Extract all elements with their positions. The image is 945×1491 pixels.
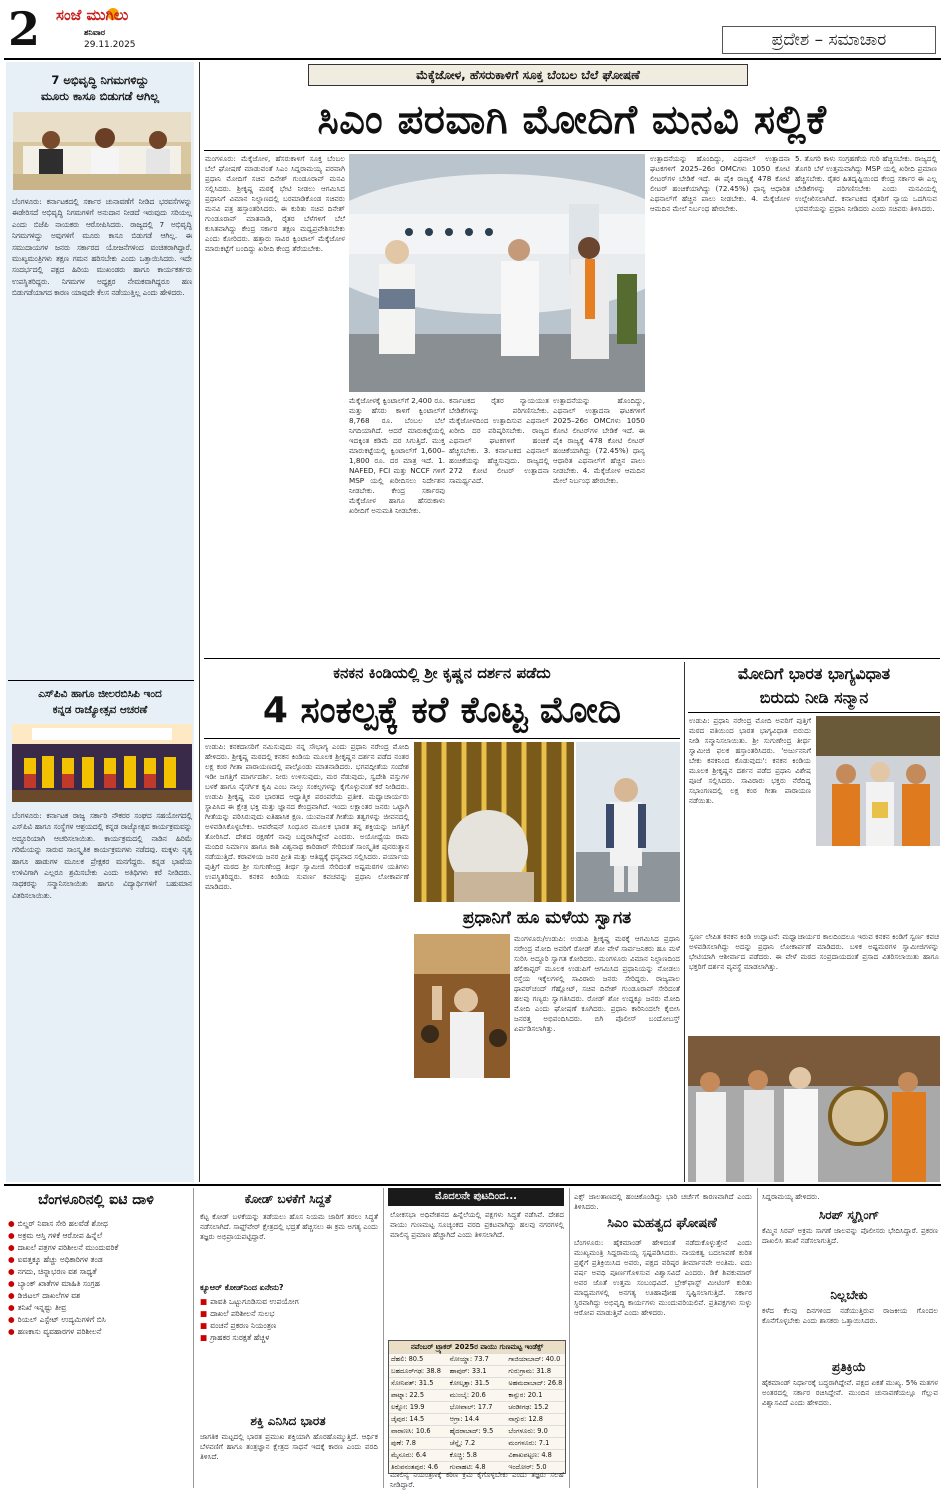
lead-headline: ಸಿಎಂ ಪರವಾಗಿ ಮೋದಿಗೆ ಮನವಿ ಸಲ್ಲಿಕೆ [317, 97, 827, 143]
table-row [389, 1425, 565, 1437]
list-item: ● ದಾಖಲೆ ಪತ್ರಗಳ ಪರಿಶೀಲನೆ ಮುಂದುವರಿಕೆ [8, 1243, 119, 1252]
lead-kicker: ಮೆಕ್ಕೆಜೋಳ, ಹೆಸರುಕಾಳಿಗೆ ಸೂಕ್ತ ಬೆಂಬಲ ಬೆಲೆ ಘೋಷಣೆ [308, 64, 748, 86]
table-cell: ಚೆನ್ನೈ: 7.2 [449, 1439, 476, 1447]
table-cell: ಮಂಗಳೂರು: 7.1 [508, 1439, 550, 1447]
reaction-body: ಹೈಕಮಾಂಡ್ ನಿರ್ಧಾರಕ್ಕೆ ಬದ್ಧರಾಗಿದ್ದೇವೆ. ಪಕ್ಷದ ಏಕತೆ ಮುಖ್ಯ. 5% ಮತಗಳ ಅಂತರದಲ್ಲಿ ಸರ್ಕಾರ ರಚಿಸಿದ್ದೇವೆ. ಮುಂದಿನ ಚುನಾವಣೆಯಲ್ಲೂ ಗೆಲ್ಲುವ ವಿಶ್ವಾಸವಿದೆ ಎಂದು ಹೇಳಿದರು. [762, 1378, 938, 1407]
list-item: ● ನಗದು, ಚಿನ್ನಾಭರಣ ವಶ ಸಾಧ್ಯತೆ [8, 1267, 97, 1276]
table-row [389, 1377, 565, 1389]
nillabeku-headline: ನಿಲ್ಲಬೇಕು [830, 1288, 868, 1302]
cm-headline: ಸಿಎಂ ಮಹತ್ವದ ಘೋಷಣೆ [607, 1216, 717, 1231]
nillabeku-body: ಕಳೆದ ಕೆಲವು ದಿನಗಳಿಂದ ನಡೆಯುತ್ತಿರುವ ರಾಜಕೀಯ ಗೊಂದಲ ಕೊನೆಗೊಳ್ಳಬೇಕು ಎಂದು ಶಾಸಕರು ಒತ್ತಾಯಿಸಿದರು. [762, 1306, 938, 1325]
honour-photo-large [688, 1036, 940, 1182]
table-cell: ಗುವಾಹಟಿ: 4.8 [449, 1463, 486, 1471]
sankalpa-photo-gold [414, 742, 574, 902]
table-cell: ಸೋನಿಪತ್: 31.5 [391, 1379, 434, 1387]
lead-photo [349, 154, 645, 392]
lead-body-col3: ಕರ್ನಾಟಕದ ರೈತರ ನ್ಯಾಯಯುತ ಬೇಡಿಕೆಗಳನ್ನು ಪರಿಗಣಿಸಬೇಕು. ಮೆಕ್ಕೆಜೋಳದಿಂದ ಉತ್ಪಾದಿಸುವ ಎಥನಾಲ್ ಖರೀದಿ ದರ ಪರಿಷ್ಕರಿಸಬೇಕು. ರಾಜ್ಯದ ಎಥನಾಲ್ ಘಟಕಗಳಿಗೆ ಹಂಚಿಕೆ ಹೆಚ್ಚಿಸಬೇಕು. 3. ಕರ್ನಾಟಕದ ಎಥನಾಲ್ ಹಂಚಿಕೆಯನ್ನು ಹೆಚ್ಚಿಸುವುದು. ರಾಜ್ಯದಲ್ಲಿ 272 ಕೋಟಿ ಲೀಟರ್ ಉತ್ಪಾದನಾ ಸಾಮರ್ಥ್ಯವಿದೆ. [449, 396, 549, 485]
table-row [389, 1449, 565, 1461]
masthead [0, 0, 945, 58]
lead-body-col4: ಉತ್ಪಾದನೆಯನ್ನು ಹೊಂದಿದ್ದು, ಎಥನಾಲ್ ಉತ್ಪಾದನಾ ಘಟಕಗಳಿಗೆ 2025–26ರ OMCಗಳು 1050 ಕೋಟಿ ಲೀಟರ್‌ಗಳ ಬೇಡಿಕೆ ಇದೆ. ಈ ಪೈಕಿ ರಾಜ್ಯಕ್ಕೆ 478 ಕೋಟಿ ಲೀಟರ್ ಹಂಚಿಕೆಯಾಗಿದ್ದು (72.45%) ಧಾನ್ಯ ಆಧಾರಿತ ಎಥನಾಲ್‌ಗೆ ಹೆಚ್ಚಿನ ಪಾಲು ನೀಡಬೇಕು. 4. ಮೆಕ್ಕೆಜೋಳ ಆಮದಿನ ಮೇಲೆ ನಿರ್ಬಂಧ ಹೇರಬೇಕು. [553, 396, 645, 485]
table-cell: ಚಂಡೀಗಢ: 15.2 [508, 1403, 549, 1411]
code-list-title: ಕ್ಯೂಆರ್ ಕೋಡ್‌ನಿಂದ ಏನೇನು? [200, 1283, 284, 1292]
table-cell: ಗಾಜಿಯಾಬಾದ್: 40.0 [508, 1355, 561, 1363]
list-item: ● ಹಣಕಾಸು ವ್ಯವಹಾರಗಳ ಪರಿಶೀಲನೆ [8, 1327, 102, 1336]
table-cell: ಕೋಲ್ಕತ್ತಾ: 31.5 [449, 1379, 490, 1387]
list-item: ● ಬಿಲ್ಡರ್ ನಿವಾಸ ಸೇರಿ ಹಲವೆಡೆ ಶೋಧ [8, 1219, 108, 1228]
table-row [389, 1401, 565, 1413]
table-cell: ಜೈಪುರ: 14.5 [391, 1415, 425, 1423]
left-story1-body: ಬೆಂಗಳೂರು: ಕರ್ನಾಟಕದಲ್ಲಿ ಸರ್ಕಾರ ಚುನಾವಣೆಗೆ ನೀಡಿದ ಭರವಸೆಗಳನ್ನು ಈಡೇರಿಸದೆ ಅಭಿವೃದ್ಧಿ ನಿಗಮಗಳಿಗೆ ಅನುದಾನ ನೀಡದೆ ಇರುವುದು ಸರಿಯಲ್ಲ ಎಂದು ಬಿಜೆಪಿ ನಾಯಕರು ಆರೋಪಿಸಿದರು. ರಾಜ್ಯದಲ್ಲಿ 7 ಅಭಿವೃದ್ಧಿ ನಿಗಮಗಳಿದ್ದು ಅವುಗಳಿಗೆ ಮೂರು ಕಾಸೂ ಬಿಡುಗಡೆ ಆಗಿಲ್ಲ. ಈ ಸಮುದಾಯಗಳ ಜನರು ಸರ್ಕಾರದ ಯೋಜನೆಗಳಿಂದ ವಂಚಿತರಾಗಿದ್ದಾರೆ. ಮುಖ್ಯಮಂತ್ರಿಗಳು ತಕ್ಷಣ ಗಮನ ಹರಿಸಬೇಕು ಎಂದು ಒತ್ತಾಯಿಸಿದರು. ಇದೇ ಸಂದರ್ಭದಲ್ಲಿ ಪಕ್ಷದ ಹಿರಿಯ ಮುಖಂಡರು ಹಾಗೂ ಕಾರ್ಯಕರ್ತರು ಉಪಸ್ಥಿತರಿದ್ದರು. ನಿಗಮಗಳ ಅಧ್ಯಕ್ಷರ ನೇಮಕವಾಗಿದ್ದರೂ ಹಣ ಬಿಡುಗಡೆಯಾಗದ ಕಾರಣ ಯಾವುದೇ ಕೆಲಸ ನಡೆಯುತ್ತಿಲ್ಲ ಎಂದು ಹೇಳಿದರು. [12, 197, 192, 298]
cm-body: ಬೆಂಗಳೂರು: ಹೈಕಮಾಂಡ್ ಹೇಳಿದಂತೆ ನಡೆದುಕೊಳ್ಳುತ್ತೇನೆ ಎಂದು ಮುಖ್ಯಮಂತ್ರಿ ಸಿದ್ದರಾಮಯ್ಯ ಸ್ಪಷ್ಟಪಡಿಸಿದರು. ನಾಯಕತ್ವ ಬದಲಾವಣೆ ಕುರಿತ ಪ್ರಶ್ನೆಗೆ ಪ್ರತಿಕ್ರಿಯಿಸಿದ ಅವರು, ಪಕ್ಷದ ವರಿಷ್ಠರ ತೀರ್ಮಾನವೇ ಅಂತಿಮ. ಐದು ವರ್ಷ ಅವಧಿ ಪೂರ್ಣಗೊಳಿಸುವ ವಿಶ್ವಾಸವಿದೆ ಎಂದರು. ಡಿಕೆ ಶಿವಕುಮಾರ್ ಅವರ ಜೊತೆ ಉತ್ತಮ ಸಂಬಂಧವಿದೆ. ಬ್ರೇಕ್‌ಫಾಸ್ಟ್ ಮೀಟಿಂಗ್ ಕುರಿತು ಮಾಧ್ಯಮಗಳಲ್ಲಿ ಅನಗತ್ಯ ಊಹಾಪೋಹ ಸೃಷ್ಟಿಸಲಾಗುತ್ತಿದೆ. ಸರ್ಕಾರ ಸ್ಥಿರವಾಗಿದ್ದು ಅಭಿವೃದ್ಧಿ ಕಾರ್ಯಗಳು ಮುಂದುವರಿಯಲಿವೆ. ಪ್ರತಿಪಕ್ಷಗಳು ಸುಳ್ಳು ಆರೋಪ ಮಾಡುತ್ತಿವೆ ಎಂದು ಹೇಳಿದರು. [574, 1238, 752, 1317]
left-story2-headline: ಎಸ್‌ಪಿವಿ ಹಾಗೂ ಜೀಲರಬಿಸಿಪಿ ಇಂದ ಕನ್ನಡ ರಾಜ್ಯೋತ್ಸವ ಆಚರಣೆ [38, 688, 162, 716]
continued-banner: ಮೊದಲನೇ ಪುಟದಿಂದ... [388, 1188, 564, 1206]
table-cell: ಪಾಟ್ನಾ: 22.5 [391, 1391, 425, 1399]
section-label: ಪ್ರದೇಶ – ಸಮಾಚಾರ [722, 26, 936, 54]
table-cell: ವಿಶಾಖಪಟ್ಟಣ: 4.8 [508, 1451, 552, 1459]
honour-body-b: ಸ್ವರ್ಣ ಲೇಪಿತ ಕನಕನ ಕಿಂಡಿ ಉದ್ಘಾಟನೆ: ಮಧ್ವಾಚಾರ್ಯರ ಕಾಲದಿಂದಲೂ ಇರುವ ಕನಕನ ಕಿಂಡಿಗೆ ಸ್ವರ್ಣ ಕವಚ ಅಳವಡಿಸಲಾಗಿದ್ದು ಅದನ್ನು ಪ್ರಧಾನಿ ಲೋಕಾರ್ಪಣೆ ಮಾಡಿದರು. ಬಳಿಕ ಅಷ್ಟಮಠಗಳ ಸ್ವಾಮೀಜಿಗಳನ್ನು ಭೇಟಿಯಾಗಿ ಆಶೀರ್ವಾದ ಪಡೆದರು. ಈ ವೇಳೆ ಮಠದ ಸಂಪ್ರದಾಯದಂತೆ ಪ್ರಸಾದ ವಿತರಿಸಲಾಯಿತು ಹಾಗೂ ಭಕ್ತರಿಗೆ ದರ್ಶನ ವ್ಯವಸ್ಥೆ ಮಾಡಲಾಗಿತ್ತು. [689, 932, 939, 971]
aqi-table-title: ನವೆಂಬರ್ ಟ್ರ್ಯಾಕರ್ 2025ರ ವಾಯು ಗುಣಮಟ್ಟ ಇಂಡೆಕ್ಸ್ [389, 1341, 565, 1353]
code-list [200, 1296, 378, 1344]
sankalpa-headline: 4 ಸಂಕಲ್ಪಕ್ಕೆ ಕರೆ ಕೊಟ್ಟ ಮೋದಿ [262, 690, 622, 731]
table-row [389, 1437, 565, 1449]
honour-headline: ಮೋದಿಗೆ ಭಾರತ ಭಾಗ್ಯವಿಧಾತ ಬಿರುದು ನೀಡಿ ಸನ್ಮಾನ [737, 664, 891, 707]
table-cell: ಅಹಮದಾಬಾದ್: 26.8 [508, 1379, 563, 1387]
lead-body-col5: 5. ತೊಗರಿ ಕಾಳು ಸಂಗ್ರಹಣೆಯ ಗುರಿ ಹೆಚ್ಚಿಸಬೇಕು. ರಾಜ್ಯದಲ್ಲಿ ತೊಗರಿ ಬೆಳೆ ಉತ್ತಮವಾಗಿದ್ದು MSP ಯಲ್ಲಿ ಖರೀದಿ ಪ್ರಮಾಣ ಹೆಚ್ಚಿಸಬೇಕು. ರೈತರ ಹಿತದೃಷ್ಟಿಯಿಂದ ಕೇಂದ್ರ ಸರ್ಕಾರ ಈ ಎಲ್ಲ ಬೇಡಿಕೆಗಳನ್ನು ಪರಿಗಣಿಸಬೇಕು ಎಂದು ಮನವಿಯಲ್ಲಿ ಉಲ್ಲೇಖಿಸಲಾಗಿದೆ. ಕರ್ನಾಟಕದ ರೈತರಿಗೆ ನ್ಯಾಯ ಒದಗಿಸುವ ಭರವಸೆಯನ್ನು ಪ್ರಧಾನಿ ನೀಡಿದರು ಎಂದು ಸಚಿವರು ತಿಳಿಸಿದರು. [795, 154, 937, 213]
code-body: ಕೆಟ್ಟ ಕೋಡ್ ಬಳಕೆಯನ್ನು ತಡೆಯಲು ಹೊಸ ನಿಯಮ ಜಾರಿಗೆ ತರಲು ಸಿದ್ಧತೆ ನಡೆಸಲಾಗಿದೆ. ಸಾಫ್ಟ್‌ವೇರ್ ಕ್ಷೇತ್ರದಲ್ಲಿ ಭದ್ರತೆ ಹೆಚ್ಚಿಸಲು ಈ ಕ್ರಮ ಅಗತ್ಯ ಎಂದು ತಜ್ಞರು ಅಭಿಪ್ರಾಯಪಟ್ಟಿದ್ದಾರೆ. [200, 1212, 378, 1241]
table-cell: ಇಂದೋರ್: 5.0 [508, 1463, 547, 1471]
lead-body-col1: ಮಂಗಳೂರು: ಮೆಕ್ಕೆಜೋಳ, ಹೆಸರುಕಾಳಿಗೆ ಸೂಕ್ತ ಬೆಂಬಲ ಬೆಲೆ ಘೋಷಣೆ ಮಾಡುವಂತೆ ಸಿಎಂ ಸಿದ್ದರಾಮಯ್ಯ ಪರವಾಗಿ ಪ್ರಧಾನಿ ಮೋದಿಗೆ ಸಚಿವ ದಿನೇಶ್ ಗುಂಡೂರಾವ್ ಮನವಿ ಸಲ್ಲಿಸಿದರು. ಶ್ರೀಕೃಷ್ಣ ಮಠಕ್ಕೆ ಭೇಟಿ ನೀಡಲು ಆಗಮಿಸಿದ ಪ್ರಧಾನಿಗೆ ವಿಮಾನ ನಿಲ್ದಾಣದಲ್ಲಿ ಬರಮಾಡಿಕೊಂಡ ಸಚಿವರು ಮನವಿ ಪತ್ರ ಹಸ್ತಾಂತರಿಸಿದರು. ಈ ಕುರಿತು ಸಚಿವ ದಿನೇಶ್ ಗುಂಡೂರಾವ್ ಮಾತನಾಡಿ, ರೈತರ ಬೆಳೆಗಳಿಗೆ ಬೆಲೆ ಕುಸಿತವಾಗಿದ್ದು ಕೇಂದ್ರ ಸರ್ಕಾರ ತಕ್ಷಣ ಮಧ್ಯಪ್ರವೇಶಿಸಬೇಕು ಎಂದು ಕೋರಿದರು. ಹತ್ತಾರು ಸಾವಿರ ಕ್ವಿಂಟಾಲ್ ಮೆಕ್ಕೆಜೋಳ ಮಾರುಕಟ್ಟೆಗೆ ಬಂದಿದ್ದು ಖರೀದಿ ಕೇಂದ್ರ ತೆರೆಯಬೇಕು. [205, 154, 345, 253]
table-row [389, 1353, 565, 1365]
syrup-body: ಕೆಮ್ಮಿನ ಸಿರಪ್ ಅಕ್ರಮ ಸಾಗಣೆ ಜಾಲವನ್ನು ಪೊಲೀಸರು ಭೇದಿಸಿದ್ದಾರೆ. ಪ್ರಕರಣ ದಾಖಲಿಸಿ ತನಿಖೆ ನಡೆಸಲಾಗುತ್ತಿದೆ. [762, 1226, 938, 1245]
table-cell: ವಾರಾಣಸಿ: 10.6 [391, 1427, 431, 1435]
welcome-photo [414, 934, 510, 1078]
it-raid-list [8, 1218, 190, 1338]
table-cell: ದೆಹಲಿ: 80.5 [391, 1355, 424, 1363]
list-item: ● ಅಕ್ರಮ ಆಸ್ತಿ ಗಳಿಕೆ ಆರೋಪ ಹಿನ್ನೆಲೆ [8, 1231, 103, 1240]
col5-top: ಸಿದ್ದರಾಮಯ್ಯ ಹೇಳಿದರು. [762, 1192, 820, 1201]
col4-top: ಎಕ್ಸ್ ಜಾಲತಾಣದಲ್ಲಿ ಹಂಚಿಕೊಂಡಿದ್ದು ಭಾರಿ ಚರ್ಚೆಗೆ ಕಾರಣವಾಗಿದೆ ಎಂದು ತಿಳಿಸಿದರು. [574, 1192, 752, 1211]
list-item: ■ ವಂಚನೆ ಪ್ರಕರಣ ನಿಯಂತ್ರಣ [200, 1321, 277, 1330]
lead-body-col4-top: ಉತ್ಪಾದನೆಯನ್ನು ಹೊಂದಿದ್ದು, ಎಥನಾಲ್ ಉತ್ಪಾದನಾ ಘಟಕಗಳಿಗೆ 2025–26ರ OMCಗಳು 1050 ಕೋಟಿ ಲೀಟರ್‌ಗಳ ಬೇಡಿಕೆ ಇದೆ. ಈ ಪೈಕಿ ರಾಜ್ಯಕ್ಕೆ 478 ಕೋಟಿ ಲೀಟರ್ ಹಂಚಿಕೆಯಾಗಿದ್ದು (72.45%) ಧಾನ್ಯ ಆಧಾರಿತ ಎಥನಾಲ್‌ಗೆ ಹೆಚ್ಚಿನ ಪಾಲು ನೀಡಬೇಕು. 4. ಮೆಕ್ಕೆಜೋಳ ಆಮದಿನ ಮೇಲೆ ನಿರ್ಬಂಧ ಹೇರಬೇಕು. [650, 154, 790, 213]
issue-date: 29.11.2025 [84, 40, 136, 50]
table-cell: ಕೊಚ್ಚಿ: 5.8 [449, 1451, 477, 1459]
list-item: ● ಬ್ಯಾಂಕ್ ಖಾತೆಗಳ ಮಾಹಿತಿ ಸಂಗ್ರಹ [8, 1279, 101, 1288]
table-cell: ತಿರುವನಂತಪುರ: 4.6 [391, 1463, 439, 1471]
aqi-table [388, 1340, 566, 1474]
aqi-rows [389, 1353, 565, 1473]
table-cell: ನಾಗ್ಪುರ: 12.8 [508, 1415, 543, 1423]
honour-body-a: ಉಡುಪಿ: ಪ್ರಧಾನಿ ನರೇಂದ್ರ ಮೋದಿ ಅವರಿಗೆ ಪುತ್ತಿಗೆ ಮಠದ ವತಿಯಿಂದ ಭಾರತ ಭಾಗ್ಯವಿಧಾತ ಬಿರುದು ನೀಡಿ ಸನ್ಮಾನಿಸಲಾಯಿತು. ಶ್ರೀ ಸುಗುಣೇಂದ್ರ ತೀರ್ಥ ಸ್ವಾಮೀಜಿ ಫಲಕ ಹಸ್ತಾಂತರಿಸಿದರು. 'ಅರ್ಜುನನಿಗೆ ಬೇಕು ಕನಕನಿಂದ ಕೊಡುವುದು': ಕನಕನ ಕಿಂಡಿಯ ಮೂಲಕ ಶ್ರೀಕೃಷ್ಣನ ದರ್ಶನ ಪಡೆದ ಪ್ರಧಾನಿ ವಿಶೇಷ ಪೂಜೆ ಸಲ್ಲಿಸಿದರು. ಸಾವಿರಾರು ಭಕ್ತರು ನೆರೆದಿದ್ದ ಸಭಾಂಗಣದಲ್ಲಿ ಲಕ್ಷ ಕಂಠ ಗೀತಾ ಪಾರಾಯಣ ನಡೆಯಿತು. [689, 716, 811, 805]
table-cell: ಮುಂಬೈ: 20.6 [449, 1391, 486, 1399]
masthead-logo [54, 6, 174, 28]
lead-body-col2: ಮೆಕ್ಕೆಜೋಳಕ್ಕೆ ಕ್ವಿಂಟಾಲ್‌ಗೆ 2,400 ರೂ. ಮತ್ತು ಹೆಸರು ಕಾಳಿಗೆ ಕ್ವಿಂಟಾಲ್‌ಗೆ 8,768 ರೂ. ಬೆಂಬಲ ಬೆಲೆ ನಿಗದಿಯಾಗಿದೆ. ಆದರೆ ಮಾರುಕಟ್ಟೆಯಲ್ಲಿ ಇದಕ್ಕಿಂತ ಕಡಿಮೆ ದರ ಸಿಗುತ್ತಿದೆ. ಮುಕ್ತ ಮಾರುಕಟ್ಟೆಯಲ್ಲಿ ಕ್ವಿಂಟಾಲ್‌ಗೆ 1,600–1,800 ರೂ. ದರ ಮಾತ್ರ ಇದೆ. 1. NAFED, FCI ಮತ್ತು NCCF ಗಳಿಗೆ MSP ಯಲ್ಲಿ ಖರೀದಿಸಲು ನಿರ್ದೇಶನ ನೀಡಬೇಕು. ಕೇಂದ್ರ ಸರ್ಕಾರವು ಮೆಕ್ಕೆಜೋಳ ಹಾಗೂ ಹೆಸರುಕಾಳು ಖರೀದಿಗೆ ಅನುಮತಿ ನೀಡಬೇಕು. [349, 396, 445, 515]
shakti-body: ಜಾಗತಿಕ ಮಟ್ಟದಲ್ಲಿ ಭಾರತ ಪ್ರಮುಖ ಶಕ್ತಿಯಾಗಿ ಹೊರಹೊಮ್ಮುತ್ತಿದೆ. ಆರ್ಥಿಕ ಬೆಳವಣಿಗೆ ಹಾಗೂ ತಂತ್ರಜ್ಞಾನ ಕ್ಷೇತ್ರದ ಸಾಧನೆ ಇದಕ್ಕೆ ಕಾರಣ ಎಂದು ವರದಿ ತಿಳಿಸಿದೆ. [200, 1432, 378, 1461]
it-raid-headline: ಬೆಂಗಳೂರಿನಲ್ಲಿ ಐಟಿ ದಾಳಿ [38, 1192, 154, 1208]
list-item: ● ಡಿಜಿಟಲ್ ದಾಖಲೆಗಳ ವಶ [8, 1291, 81, 1300]
sankalpa-photo-arrival [576, 742, 680, 902]
list-item: ● ತನಿಖೆ ಇನ್ನಷ್ಟು ತೀವ್ರ [8, 1303, 67, 1312]
table-cell: ಹೈದರಾಬಾದ್: 9.5 [449, 1427, 494, 1435]
table-cell: ಗುರುಗ್ರಾಮ: 31.8 [508, 1367, 552, 1375]
reaction-headline: ಪ್ರತಿಕ್ರಿಯೆ [831, 1360, 867, 1374]
table-cell: ಬಹದೂರ್‌ಗಢ: 38.8 [391, 1367, 441, 1375]
table-cell: ಲಕ್ನೋ: 19.9 [391, 1403, 425, 1411]
table-cell: ಪುಣೆ: 7.8 [391, 1439, 416, 1447]
welcome-headline: ಪ್ರಧಾನಿಗೆ ಹೂ ಮಳೆಯ ಸ್ವಾಗತ [462, 908, 632, 928]
list-item: ■ ಪಾವತಿ ಒಟ್ಟುಗೂಡಿಸುವ ಉಪಯೋಗ [200, 1297, 299, 1306]
list-item: ■ ಗ್ರಾಹಕರ ಸುರಕ್ಷತೆ ಹೆಚ್ಚಳ [200, 1333, 270, 1342]
table-cell: ಕಾನ್ಪುರ: 20.1 [508, 1391, 543, 1399]
continued-body: ಲೋಕಸಭಾ ಅಧಿವೇಶನದ ಹಿನ್ನೆಲೆಯಲ್ಲಿ ಪಕ್ಷಗಳು ಸಿದ್ಧತೆ ನಡೆಸಿವೆ. ದೇಶದ ವಾಯು ಗುಣಮಟ್ಟ ಸೂಚ್ಯಂಕದ ವರದಿ ಪ್ರಕಟವಾಗಿದ್ದು ಹಲವು ನಗರಗಳಲ್ಲಿ ಮಾಲಿನ್ಯ ಪ್ರಮಾಣ ಹೆಚ್ಚಾಗಿದೆ ಎಂದು ತಿಳಿಸಲಾಗಿದೆ. [390, 1210, 564, 1239]
honour-photo-small [816, 716, 940, 846]
page-number: 2 [8, 2, 41, 56]
table-cell: ಆಗ್ರಾ: 14.4 [449, 1415, 480, 1423]
table-row [389, 1413, 565, 1425]
table-cell: ನೋಯ್ಡಾ: 73.7 [449, 1355, 489, 1363]
syrup-headline: ಸಿರಪ್ ಸ್ಮಗ್ಲಿಂಗ್ [818, 1208, 880, 1222]
table-row [389, 1389, 565, 1401]
shakti-headline: ಶಕ್ತಿ ಎನಿಸಿದ ಭಾರತ [250, 1414, 326, 1428]
welcome-body: ಮಂಗಳೂರು/ಉಡುಪಿ: ಉಡುಪಿ ಶ್ರೀಕೃಷ್ಣ ಮಠಕ್ಕೆ ಆಗಮಿಸಿದ ಪ್ರಧಾನಿ ನರೇಂದ್ರ ಮೋದಿ ಅವರಿಗೆ ರೋಡ್ ಶೋ ವೇಳೆ ಸಾರ್ವಜನಿಕರು ಹೂ ಮಳೆ ಸುರಿಸಿ ಅದ್ಧೂರಿ ಸ್ವಾಗತ ಕೋರಿದರು. ಮಂಗಳೂರು ವಿಮಾನ ನಿಲ್ದಾಣದಿಂದ ಹೆಲಿಕಾಪ್ಟರ್ ಮೂಲಕ ಉಡುಪಿಗೆ ಆಗಮಿಸಿದ ಪ್ರಧಾನಿಯನ್ನು ನೋಡಲು ರಸ್ತೆಯ ಇಕ್ಕೆಲಗಳಲ್ಲಿ ಸಾವಿರಾರು ಜನರು ಸೇರಿದ್ದರು. ರಾಜ್ಯಪಾಲ ಥಾವರ್‌ಚಂದ್ ಗೆಹ್ಲೋಟ್, ಸಚಿವ ದಿನೇಶ್ ಗುಂಡೂರಾವ್ ಸೇರಿದಂತೆ ಹಲವು ಗಣ್ಯರು ಸ್ವಾಗತಿಸಿದರು. ರೋಡ್ ಶೋ ಉದ್ದಕ್ಕೂ ಜನರು ಮೋದಿ ಮೋದಿ ಎಂದು ಘೋಷಣೆ ಕೂಗಿದರು. ಪ್ರಧಾನಿ ಕಾರಿನಿಂದಲೇ ಕೈಬೀಸಿ ಜನರತ್ತ ಅಭಿವಂದಿಸಿದರು. ಬಿಗಿ ಪೊಲೀಸ್ ಬಂದೋಬಸ್ತ್ ಏರ್ಪಡಿಸಲಾಗಿತ್ತು. [514, 934, 680, 1033]
left-story1-photo [13, 112, 191, 190]
list-item: ● ರಿಯಲ್ ಎಸ್ಟೇಟ್ ಉದ್ಯಮಿಗಳಿಗೆ ಬಿಸಿ [8, 1315, 106, 1324]
table-cell: ಬೆಂಗಳೂರು: 9.0 [508, 1427, 548, 1435]
issue-day: ಶನಿವಾರ [84, 28, 106, 37]
table-cell: ಭೋಪಾಲ್: 17.7 [449, 1403, 493, 1411]
list-item: ■ ದಾಖಲೆ ಪರಿಶೀಲನೆ ಸುಲಭ [200, 1309, 275, 1318]
left-story2-body: ಬೆಂಗಳೂರು: ಕರ್ನಾಟಕ ರಾಜ್ಯ ಸರ್ಕಾರಿ ನೌಕರರ ಸಂಘದ ಸಹಯೋಗದಲ್ಲಿ ಎಸ್‌ಪಿವಿ ಹಾಗೂ ಸಂಸ್ಥೆಗಳ ಆಶ್ರಯದಲ್ಲಿ ಕನ್ನಡ ರಾಜ್ಯೋತ್ಸವ ಕಾರ್ಯಕ್ರಮವನ್ನು ಅದ್ಧೂರಿಯಾಗಿ ಆಚರಿಸಲಾಯಿತು. ಕಾರ್ಯಕ್ರಮದಲ್ಲಿ ನಾಡಿನ ಹಿರಿಮೆ ಗರಿಮೆಯನ್ನು ಸಾರುವ ಸಾಂಸ್ಕೃತಿಕ ಕಾರ್ಯಕ್ರಮಗಳು ನಡೆದವು. ಮಕ್ಕಳು ನೃತ್ಯ ಹಾಗೂ ಹಾಡುಗಳ ಮೂಲಕ ಪ್ರೇಕ್ಷಕರ ಮನಗೆದ್ದರು. ಕನ್ನಡ ಭಾಷೆಯ ಉಳಿವಿಗಾಗಿ ಎಲ್ಲರೂ ಶ್ರಮಿಸಬೇಕು ಎಂದು ಅತಿಥಿಗಳು ಕರೆ ನೀಡಿದರು. ಸಾಧಕರನ್ನು ಸನ್ಮಾನಿಸಲಾಯಿತು ಹಾಗೂ ವಿದ್ಯಾರ್ಥಿಗಳಿಗೆ ಬಹುಮಾನ ವಿತರಿಸಲಾಯಿತು. [12, 811, 192, 900]
list-item: ● ಐವತ್ತಕ್ಕೂ ಹೆಚ್ಚು ಅಧಿಕಾರಿಗಳ ತಂಡ [8, 1255, 103, 1264]
sankalpa-body-col1: ಉಡುಪಿ: ಕನಕದಾಸರಿಗೆ ನಮಿಸುವುದು ನನ್ನ ಸೌಭಾಗ್ಯ ಎಂದು ಪ್ರಧಾನಿ ನರೇಂದ್ರ ಮೋದಿ ಹೇಳಿದರು. ಶ್ರೀಕೃಷ್ಣ ಮಠದಲ್ಲಿ ಕನಕನ ಕಿಂಡಿಯ ಮೂಲಕ ಶ್ರೀಕೃಷ್ಣನ ದರ್ಶನ ಪಡೆದ ನಂತರ ಲಕ್ಷ ಕಂಠ ಗೀತಾ ಪಾರಾಯಣದಲ್ಲಿ ಪಾಲ್ಗೊಂಡು ಮಾತನಾಡಿದರು. ಭಗವದ್ಗೀತೆಯ ಸಂದೇಶ ಇಡೀ ಜಗತ್ತಿಗೆ ಮಾರ್ಗದರ್ಶಿ. ನೀರು ಉಳಿಸುವುದು, ಮರ ನೆಡುವುದು, ಸ್ವದೇಶಿ ವಸ್ತುಗಳ ಬಳಕೆ ಹಾಗೂ ನೈಸರ್ಗಿಕ ಕೃಷಿ ಎಂಬ ನಾಲ್ಕು ಸಂಕಲ್ಪಗಳನ್ನು ಕೈಗೊಳ್ಳುವಂತೆ ಕರೆ ನೀಡಿದರು. ಉಡುಪಿ ಶ್ರೀಕೃಷ್ಣ ಮಠ ಭಾರತದ ಆಧ್ಯಾತ್ಮಿಕ ಪರಂಪರೆಯ ಪ್ರತೀಕ. ಮಧ್ವಾಚಾರ್ಯರು ಸ್ಥಾಪಿಸಿದ ಈ ಕ್ಷೇತ್ರ ಭಕ್ತಿ ಮತ್ತು ಜ್ಞಾನದ ಕೇಂದ್ರವಾಗಿದೆ. ಇಂದು ಲಕ್ಷಾಂತರ ಜನರು ಒಟ್ಟಾಗಿ ಗೀತೆಯನ್ನು ಪಠಿಸಿರುವುದು ಐತಿಹಾಸಿಕ ಕ್ಷಣ. ಯುವಜನತೆ ಗೀತೆಯ ತತ್ವಗಳನ್ನು ಜೀವನದಲ್ಲಿ ಅಳವಡಿಸಿಕೊಳ್ಳಬೇಕು. ಆಪರೇಷನ್ ಸಿಂಧೂರ ಮೂಲಕ ಭಾರತ ತನ್ನ ಶಕ್ತಿಯನ್ನು ಜಗತ್ತಿಗೆ ತೋರಿಸಿದೆ. ದೇಶದ ರಕ್ಷಣೆಗೆ ನಾವು ಬದ್ಧರಾಗಿದ್ದೇವೆ ಎಂದರು. ಅಯೋಧ್ಯೆಯ ರಾಮ ಮಂದಿರ ನಿರ್ಮಾಣ ಹಾಗೂ ಕಾಶಿ ವಿಶ್ವನಾಥ ಕಾರಿಡಾರ್ ಸೇರಿದಂತೆ ಸಾಂಸ್ಕೃತಿಕ ಪುನರುತ್ಥಾನ ನಡೆಯುತ್ತಿದೆ. ಕರಾವಳಿಯ ಜನರ ಪ್ರೀತಿ ಮತ್ತು ಆತಿಥ್ಯಕ್ಕೆ ಧನ್ಯವಾದ ಸಲ್ಲಿಸಿದರು. ಪರ್ಯಾಯ ಪುತ್ತಿಗೆ ಮಠದ ಶ್ರೀ ಸುಗುಣೇಂದ್ರ ತೀರ್ಥ ಸ್ವಾಮೀಜಿ ಸೇರಿದಂತೆ ಅಷ್ಟಮಠಗಳ ಯತಿಗಳು ಉಪಸ್ಥಿತರಿದ್ದರು. ಕನಕನ ಕಿಂಡಿಯ ಸುವರ್ಣ ಕವಚವನ್ನು ಪ್ರಧಾನಿ ಲೋಕಾರ್ಪಣೆ ಮಾಡಿದರು. [205, 742, 409, 891]
table-row [389, 1365, 565, 1377]
left-story2-photo [12, 724, 192, 802]
continued-footer: ಮಾಲಿನ್ಯ ನಿಯಂತ್ರಣಕ್ಕೆ ಕಠಿಣ ಕ್ರಮ ಕೈಗೊಳ್ಳಬೇಕು ಎಂದು ತಜ್ಞರು ಸಲಹೆ ನೀಡಿದ್ದಾರೆ. [390, 1470, 564, 1489]
logo-text: ಸಂಜೆ ಮುಗಿಲು [56, 6, 129, 24]
code-headline: ಕೋಡ್ ಬಳಕೆಗೆ ಸಿದ್ದತೆ [244, 1192, 332, 1206]
table-cell: ಮೈಸೂರು: 6.4 [391, 1451, 427, 1459]
left-story1-headline: 7 ಅಭಿವೃದ್ಧಿ ನಿಗಮಗಳಿದ್ದು ಮೂರು ಕಾಸೂ ಬಿಡುಗಡೆ ಆಗಿಲ್ಲ [40, 73, 160, 103]
table-cell: ಹಾಪುರ್: 33.1 [449, 1367, 487, 1375]
sankalpa-kicker: ಕನಕನ ಕಿಂಡಿಯಲ್ಲಿ ಶ್ರೀ ಕೃಷ್ಣನ ದರ್ಶನ ಪಡೆದು [333, 664, 551, 682]
